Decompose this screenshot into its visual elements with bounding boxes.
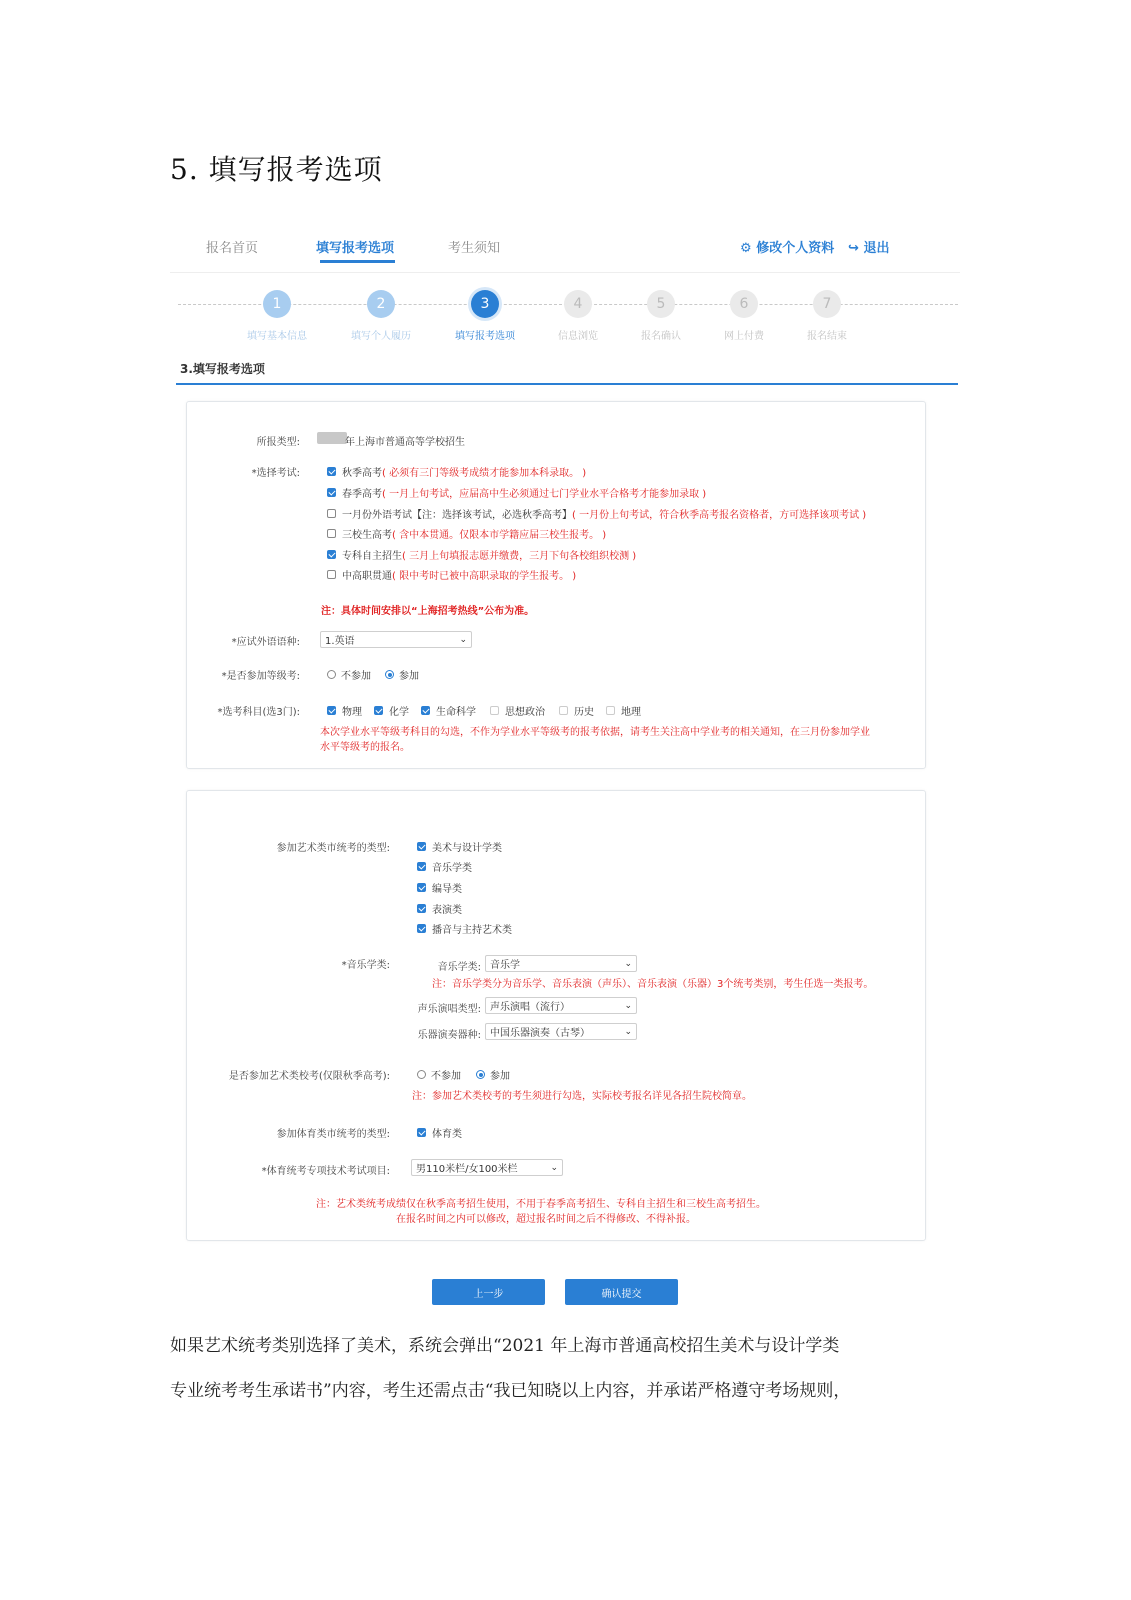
checkbox[interactable] (327, 467, 336, 476)
level-exam-label: *是否参加等级考: (221, 671, 300, 682)
art-type-option[interactable]: 音乐学类 (417, 859, 472, 874)
nav-divider (170, 272, 960, 273)
checkbox[interactable] (417, 842, 426, 851)
step-circle: 5 (647, 290, 675, 318)
doc-paragraph-line2: 专业统考考生承诺书”内容，考生还需点击“我已知晓以上内容，并承诺严格遵守考场规则， (170, 1381, 851, 1401)
subjects-label: *选考科目(选3门): (217, 707, 300, 718)
exam-option[interactable]: 春季高考 ( 一月上旬考试，应届高中生必须通过七门学业水平合格考才能参加录取 ) (327, 485, 706, 500)
logout-icon: ↪ (848, 241, 859, 256)
art-type-option[interactable]: 表演类 (417, 901, 462, 916)
checkbox[interactable] (327, 509, 336, 518)
step-circle: 6 (730, 290, 758, 318)
instrument-label: 乐器演奏器种: (417, 1030, 481, 1041)
subjects-note-line2: 水平等级考的报名。 (320, 742, 410, 753)
radio[interactable] (476, 1070, 485, 1079)
active-tab-indicator (320, 260, 395, 263)
exam-footnote: 注：具体时间安排以“上海招考热线”公布为准。 (321, 606, 535, 617)
checkbox[interactable] (327, 570, 336, 579)
chevron-down-icon: ⌄ (624, 1026, 632, 1037)
exam-option[interactable]: 中高职贯通 ( 限中考时已被中高职录取的学生报考。 ) (327, 567, 576, 582)
chevron-down-icon: ⌄ (624, 1000, 632, 1011)
subject-option[interactable]: 历史 (559, 703, 594, 718)
checkbox[interactable] (417, 883, 426, 892)
music-class-label: *音乐学类: (341, 960, 390, 971)
tab-home[interactable]: 报名首页 (206, 241, 259, 256)
step-label: 报名确认 (641, 331, 681, 342)
level-radio-no[interactable]: 不参加 (327, 667, 371, 682)
checkbox[interactable] (327, 550, 336, 559)
art-type-option[interactable]: 播音与主持艺术类 (417, 921, 512, 936)
exam-option[interactable]: 专科自主招生 ( 三月上旬填报志愿并缴费，三月下旬各校组织校测 ) (327, 547, 636, 562)
lang-select[interactable]: 1.英语 ⌄ (320, 631, 472, 648)
step-label: 报名结束 (807, 331, 847, 342)
checkbox[interactable] (417, 862, 426, 871)
checkbox[interactable] (421, 706, 430, 715)
art-footnote-line1: 注：艺术类统考成绩仅在秋季高考招生使用，不用于春季高考招生、专科自主招生和三校生高考招生。 (316, 1199, 766, 1210)
step-label: 填写个人履历 (351, 331, 411, 342)
music-note: 注：音乐学类分为音乐学、音乐表演（声乐）、音乐表演（乐器）3个统考类别，考生任选一类报考。 (432, 979, 874, 990)
pe-types-label: 参加体育类市统考的类型: (276, 1129, 390, 1140)
checkbox[interactable] (327, 706, 336, 715)
checkbox[interactable] (327, 488, 336, 497)
checkbox[interactable] (606, 706, 615, 715)
step-circle: 4 (564, 290, 592, 318)
subjects-note-line1: 本次学业水平等级考科目的勾选，不作为学业水平等级考的报考依据，请考生关注高中学业考的相关通知，在三月份参加学业 (320, 727, 870, 738)
school-exam-radio-no[interactable]: 不参加 (417, 1067, 461, 1082)
checkbox[interactable] (417, 904, 426, 913)
doc-paragraph-line1: 如果艺术统考类别选择了美术，系统会弹出“2021 年上海市普通高校招生美术与设计学类 (170, 1336, 840, 1356)
subject-option[interactable]: 化学 (374, 703, 409, 718)
level-radio-yes[interactable]: 参加 (385, 667, 419, 682)
subject-option[interactable]: 物理 (327, 703, 362, 718)
subject-option[interactable]: 地理 (606, 703, 641, 718)
vocal-type-select[interactable]: 声乐演唱（流行） ⌄ (485, 997, 637, 1014)
pe-item-label: *体育统考专项技术考试项目: (261, 1166, 390, 1177)
instrument-select[interactable]: 中国乐器演奏（古琴） ⌄ (485, 1023, 637, 1040)
type-value: 年上海市普通高等学校招生 (345, 437, 465, 448)
art-types-label: 参加艺术类市统考的类型: (276, 843, 390, 854)
gear-icon: ⚙ (740, 241, 752, 256)
checkbox[interactable] (559, 706, 568, 715)
art-type-option[interactable]: 美术与设计学类 (417, 839, 502, 854)
chevron-down-icon: ⌄ (624, 958, 632, 969)
radio[interactable] (385, 670, 394, 679)
chevron-down-icon: ⌄ (550, 1162, 558, 1173)
step-label: 填写报考选项 (455, 331, 515, 342)
redacted-year (317, 432, 347, 444)
school-exam-note: 注：参加艺术类校考的考生须进行勾选，实际校考报名详见各招生院校简章。 (412, 1091, 752, 1102)
subject-option[interactable]: 思想政治 (490, 703, 545, 718)
exam-option[interactable]: 秋季高考 ( 必须有三门等级考成绩才能参加本科录取。 ) (327, 464, 586, 479)
checkbox[interactable] (374, 706, 383, 715)
tab-fill-options[interactable]: 填写报考选项 (316, 241, 395, 256)
section-rule (176, 383, 958, 385)
vocal-type-label: 声乐演唱类型: (417, 1004, 481, 1015)
exam-option[interactable]: 一月份外语考试 【注：选择该考试，必选秋季高考】 ( 一月份上旬考试，符合秋季高考报名资格者，方可选择该项考试 ) (327, 506, 866, 521)
lang-label: *应试外语语种: (231, 637, 300, 648)
type-label: 所报类型: (256, 437, 300, 448)
pe-item-select[interactable]: 男110米栏/女100米栏 ⌄ (411, 1159, 563, 1176)
radio[interactable] (417, 1070, 426, 1079)
exam-option[interactable]: 三校生高考 ( 含中本贯通。仅限本市学籍应届三校生报考。 ) (327, 526, 606, 541)
music-select[interactable]: 音乐学 ⌄ (485, 955, 637, 972)
checkbox[interactable] (417, 924, 426, 933)
checkbox[interactable] (490, 706, 499, 715)
step-label: 信息浏览 (558, 331, 598, 342)
chevron-down-icon: ⌄ (459, 634, 467, 645)
music-sub-label: 音乐学类: (437, 962, 481, 973)
edit-profile-link[interactable]: ⚙ 修改个人资料 (740, 241, 835, 256)
art-type-option[interactable]: 编导类 (417, 880, 462, 895)
step-circle: 2 (367, 290, 395, 318)
prev-step-button[interactable]: 上一步 (432, 1279, 545, 1305)
step-circle: 7 (813, 290, 841, 318)
step-circle: 3 (471, 290, 499, 318)
checkbox[interactable] (417, 1128, 426, 1137)
step-label: 网上付费 (724, 331, 764, 342)
radio[interactable] (327, 670, 336, 679)
art-footnote-line2: 在报名时间之内可以修改，超过报名时间之后不得修改、不得补报。 (396, 1214, 696, 1225)
doc-heading: 5. 填写报考选项 (170, 153, 383, 186)
exam-label: *选择考试: (251, 468, 300, 479)
subject-option[interactable]: 生命科学 (421, 703, 476, 718)
confirm-submit-button[interactable]: 确认提交 (565, 1279, 678, 1305)
school-exam-radio-yes[interactable]: 参加 (476, 1067, 510, 1082)
pe-type-option[interactable]: 体育类 (417, 1125, 462, 1140)
school-exam-label: 是否参加艺术类校考(仅限秋季高考): (228, 1071, 390, 1082)
section-title: 3.填写报考选项 (180, 362, 265, 376)
step-label: 填写基本信息 (247, 331, 307, 342)
step-circle: 1 (263, 290, 291, 318)
tab-notice[interactable]: 考生须知 (448, 241, 501, 256)
logout-link[interactable]: ↪ 退出 (848, 241, 890, 256)
checkbox[interactable] (327, 529, 336, 538)
